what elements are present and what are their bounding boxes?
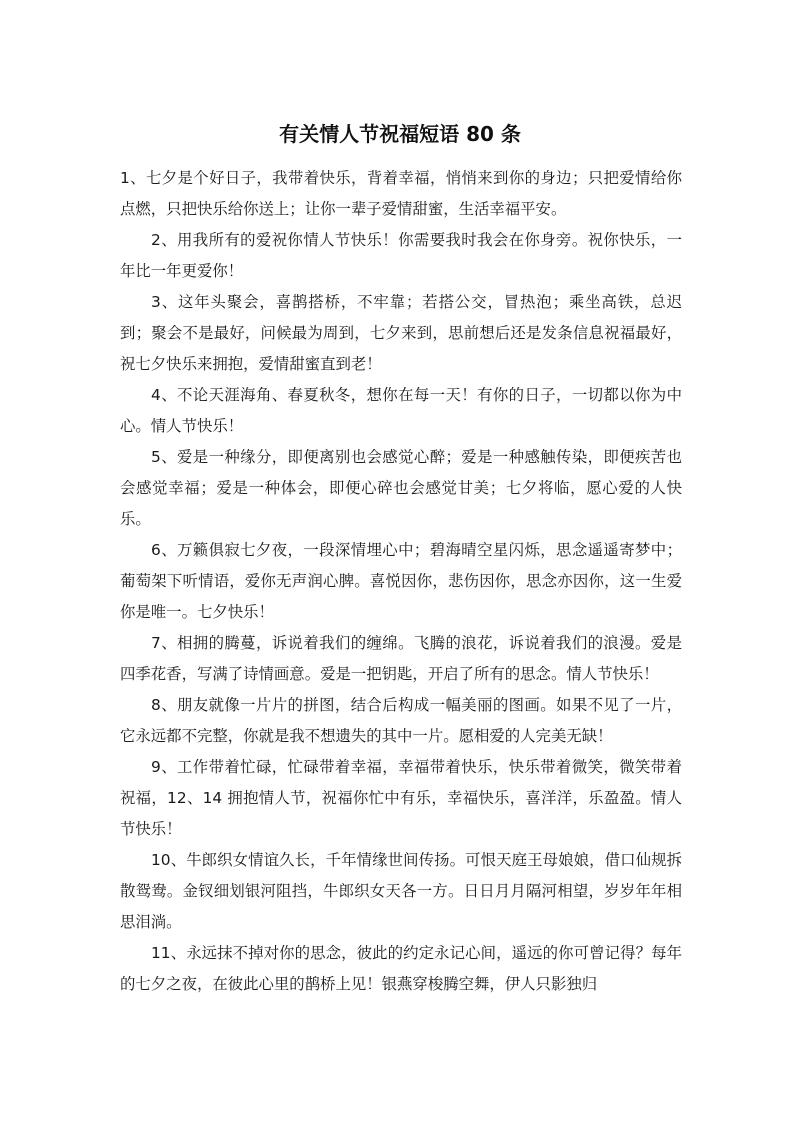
- paragraph-4: 4、不论天涯海角、春夏秋冬，想你在每一天！有你的日子，一切都以你为中心。情人节快乐！: [120, 386, 682, 435]
- paragraph-9: 9、工作带着忙碌，忙碌带着幸福，幸福带着快乐，快乐带着微笑，微笑带着祝福，12、14 拥抱情人节，祝福你忙中有乐，幸福快乐，喜洋洋，乐盈盈。情人节快乐！: [120, 758, 682, 838]
- paragraph-6: 6、万籁俱寂七夕夜，一段深情埋心中；碧海晴空星闪烁，思念遥遥寄梦中；葡萄架下听情语，爱你无声润心脾。喜悦因你，悲伤因你，思念亦因你，这一生爱你是唯一。七夕快乐！: [120, 541, 682, 621]
- document-title: 有关情人节祝福短语 80 条: [279, 122, 521, 146]
- paragraph-3: 3、这年头聚会，喜鹊搭桥，不牢靠；若搭公交，冒热泡；乘坐高铁，总迟到；聚会不是最好，问候最为周到，七夕来到，思前想后还是发条信息祝福最好，祝七夕快乐来拥抱，爱情甜蜜直到老！: [120, 293, 682, 373]
- paragraph-7: 7、相拥的腾蔓，诉说着我们的缠绵。飞腾的浪花，诉说着我们的浪漫。爱是四季花香，写满了诗情画意。爱是一把钥匙，开启了所有的思念。情人节快乐！: [120, 634, 682, 683]
- paragraph-1: 1、七夕是个好日子，我带着快乐，背着幸福，悄悄来到你的身边；只把爱情给你点燃，只把快乐给你送上；让你一辈子爱情甜蜜，生活幸福平安。: [120, 169, 682, 218]
- paragraph-2: 2、用我所有的爱祝你情人节快乐！你需要我时我会在你身旁。祝你快乐，一年比一年更爱你！: [120, 231, 682, 280]
- paragraph-11: 11、永远抹不掉对你的思念，彼此的约定永记心间，遥远的你可曾记得？每年的七夕之夜，在彼此心里的鹊桥上见！银燕穿梭腾空舞，伊人只影独归: [120, 944, 682, 993]
- paragraph-10: 10、牛郎织女情谊久长，千年情缘世间传扬。可恨天庭王母娘娘，借口仙规拆散鸳鸯。金钗细划银河阻挡，牛郎织女天各一方。日日月月隔河相望，岁岁年年相思泪淌。: [120, 851, 682, 931]
- document-body: [120, 163, 682, 1000]
- paragraph-5: 5、爱是一种缘分，即便离别也会感觉心醉；爱是一种感触传染，即便疾苦也会感觉幸福；爱是一种体会，即便心碎也会感觉甘美；七夕将临，愿心爱的人快乐。: [120, 448, 682, 528]
- paragraph-8: 8、朋友就像一片片的拼图，结合后构成一幅美丽的图画。如果不见了一片，它永远都不完整，你就是我不想遗失的其中一片。愿相爱的人完美无缺！: [120, 696, 682, 745]
